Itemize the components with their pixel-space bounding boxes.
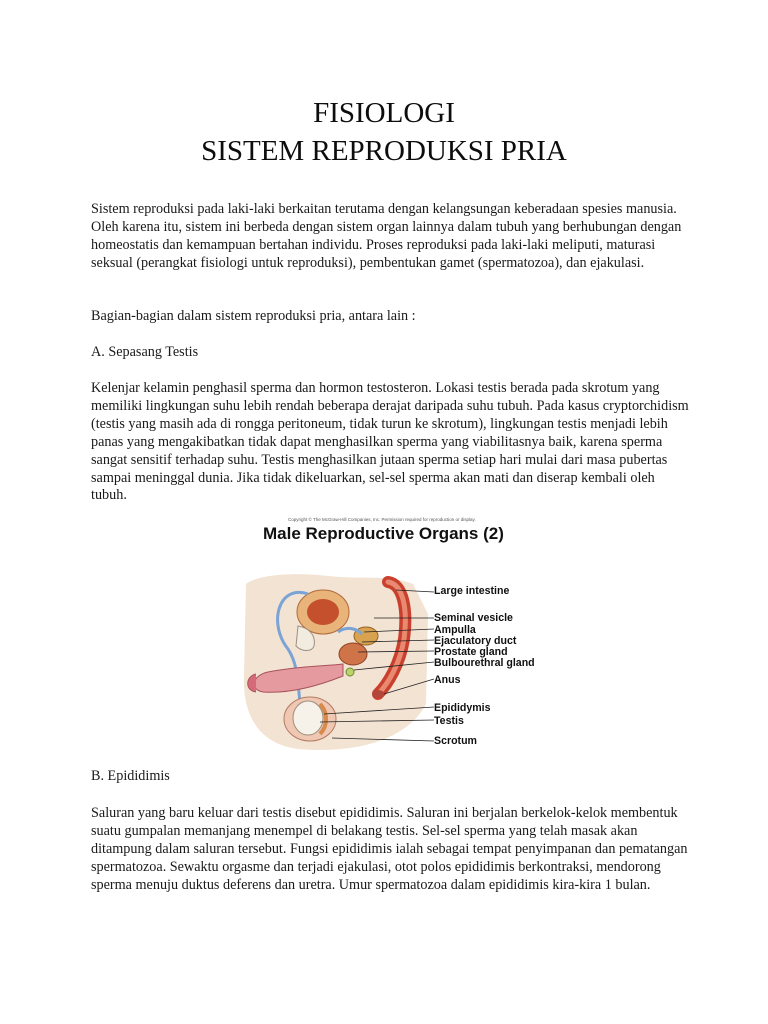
label-prostate-gland: Prostate gland [434,646,508,658]
section-b-heading: B. Epididimis [91,768,170,784]
figure-title: Male Reproductive Organs (2) [263,524,504,543]
intro-paragraph: Sistem reproduksi pada laki-laki berkaitan terutama dengan kelangsungan keberadaan spesies manusia. Oleh karena itu, sistem ini berbeda dengan sistem organ lainnya dalam tubuh yang berhubungan dengan homeostatis dan kemampuan bertahan individu. Proses reproduksi pada laki-laki meliputi, maturasi seksual (perangkat fisiologi untuk reproduksi), pembentukan gamet (spermatozoa), dan ejakulasi. [91,201,682,271]
label-seminal-vesicle: Seminal vesicle [434,612,513,624]
label-anus: Anus [434,674,461,686]
label-epididymis: Epididymis [434,702,491,714]
label-ampulla: Ampulla [434,624,476,636]
label-bulbourethral-gland: Bulbourethral gland [434,657,535,669]
section-a-paragraph: Kelenjar kelamin penghasil sperma dan hormon testosteron. Lokasi testis berada pada skrotum yang memiliki lingkungan suhu lebih rendah beberapa derajat daripada suhu tubuh. Pada kasus cryptorchidism (testis yang masih ada di rongga peritoneum, tidak turun ke skrotum), lingkungan testis menjadi lebih panas yang mengakibatkan tidak dapat menghasilkan sperma yang viabilitasnya baik, karena sperma sangat sensitif terhadap suhu. Testis menghasilkan jutaan sperma setiap hari mulai dari masa pubertas sampai meninggal dunia. Jika tidak dikeluarkan, sel-sel sperma akan mati dan diserap kembali oleh tubuh. [91,380,689,504]
male-reproductive-organs-figure [238,514,538,754]
label-large-intestine: Large intestine [434,585,510,597]
figure-copyright: Copyright © The McGraw-Hill Companies, Inc. Permission required for reproduction or display. [288,517,476,522]
label-testis: Testis [434,715,464,727]
label-ejaculatory-duct: Ejaculatory duct [434,635,517,647]
document-title-line-1: FISIOLOGI [313,97,455,129]
label-scrotum: Scrotum [434,735,477,747]
section-a-heading: A. Sepasang Testis [91,344,199,360]
document-title-line-2: SISTEM REPRODUKSI PRIA [201,135,567,167]
parts-intro-paragraph: Bagian-bagian dalam sistem reproduksi pria, antara lain : [91,308,416,324]
section-b-paragraph: Saluran yang baru keluar dari testis disebut epididimis. Saluran ini berjalan berkelok-kelok membentuk suatu gumpalan memanjang menempel di belakang testis. Sel-sel sperma yang telah masak akan ditampung dalam saluran tersebut. Fungsi epididimis ialah sebagai tempat penyimpanan dan pematangan spermatozoa. Sewaktu orgasme dan terjadi ejakulasi, otot polos epididimis berkontraksi, mendorong sperma menuju duktus deferens dan uretra. Umur spermatozoa dalam epididimis kira-kira 1 bulan. [91,805,688,893]
